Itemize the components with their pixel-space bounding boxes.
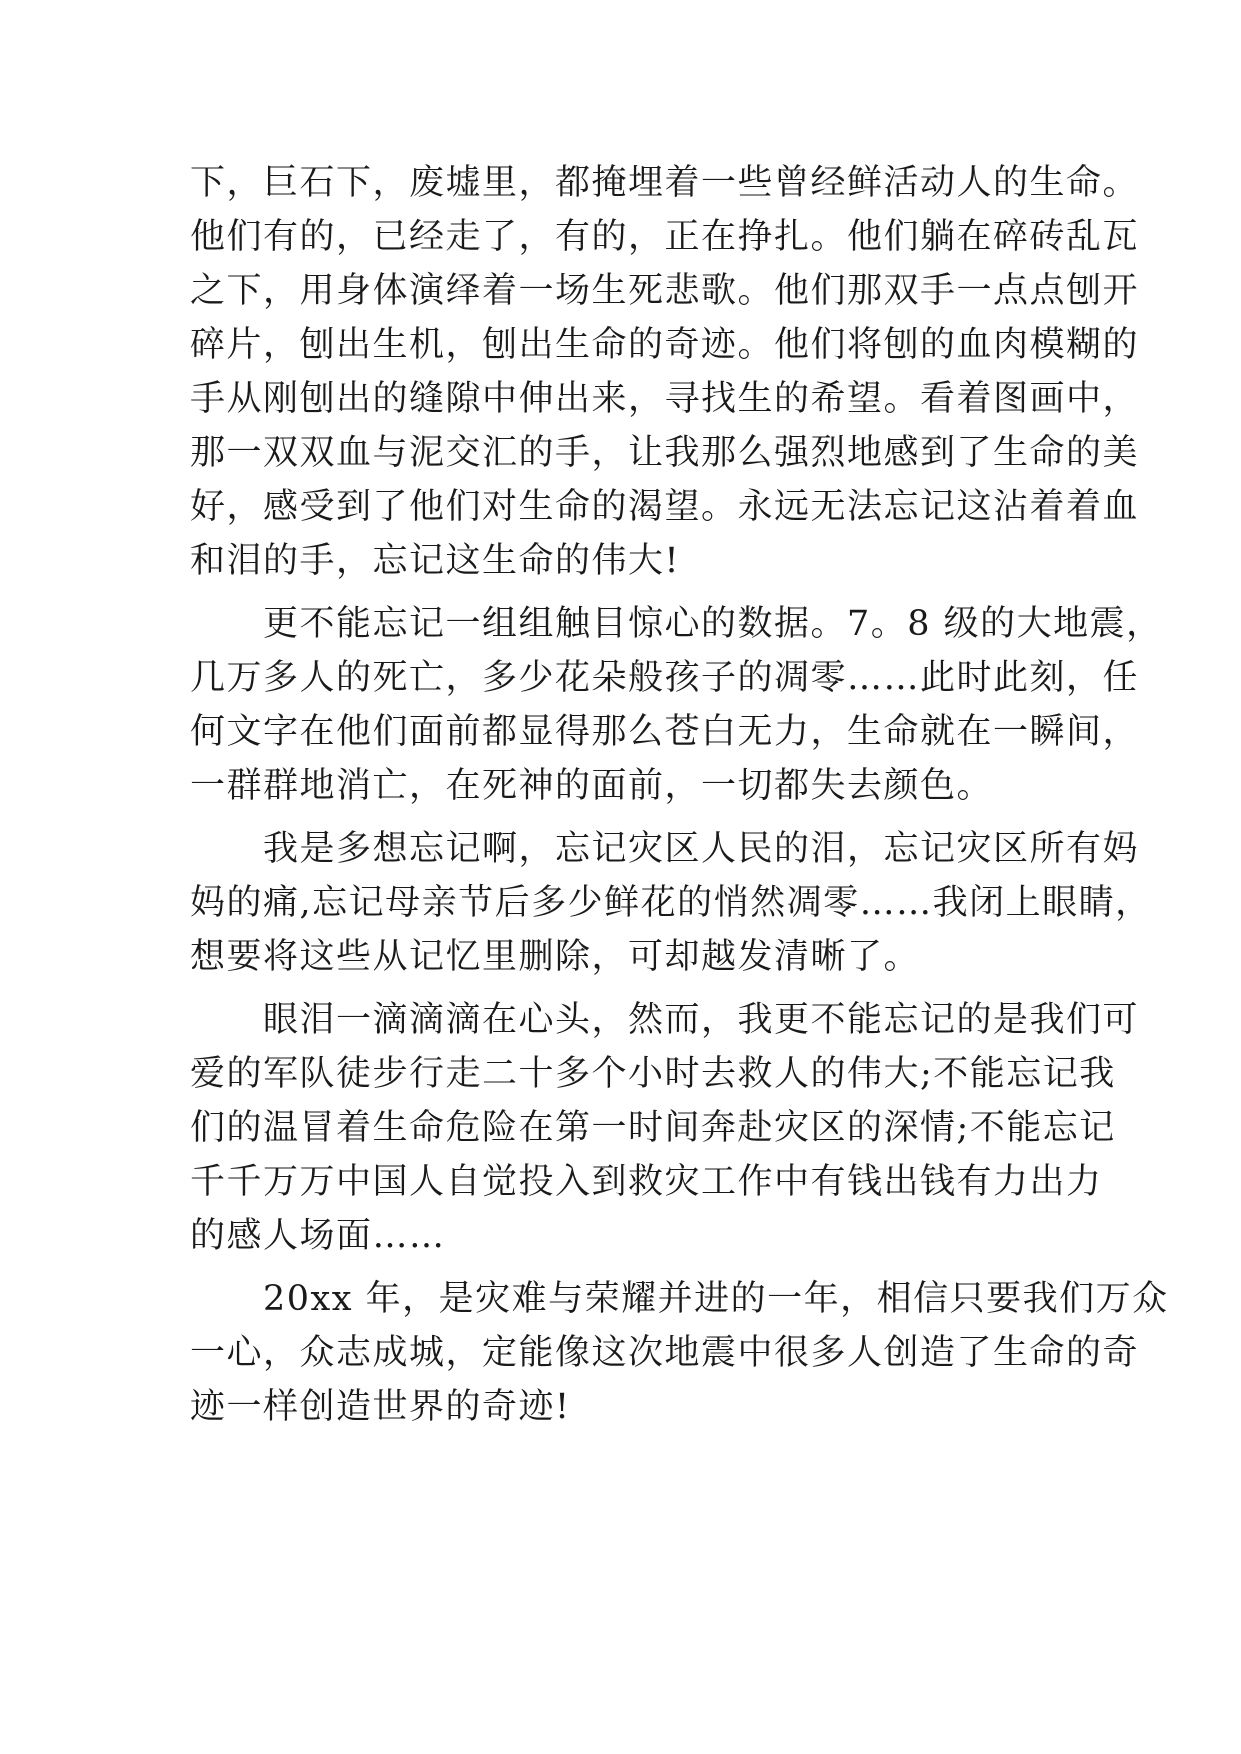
text-line: 想要将这些从记忆里删除，可却越发清晰了。 bbox=[190, 937, 921, 977]
text-line: 几万多人的死亡，多少花朵般孩子的凋零……此时此刻，任 bbox=[190, 658, 1140, 698]
paragraph bbox=[190, 156, 1140, 588]
text-line: 那一双双血与泥交汇的手，让我那么强烈地感到了生命的美 bbox=[190, 433, 1140, 473]
paragraph bbox=[190, 1272, 1169, 1434]
text-line: 碎片，刨出生机，刨出生命的奇迹。他们将刨的血肉模糊的 bbox=[190, 325, 1140, 365]
text-line: 眼泪一滴滴滴在心头，然而，我更不能忘记的是我们可 bbox=[190, 1000, 1140, 1040]
text-line: 20xx 年，是灾难与荣耀并进的一年，相信只要我们万众 bbox=[190, 1279, 1169, 1319]
text-line: 妈的痛,忘记母亲节后多少鲜花的悄然凋零……我闭上眼睛， bbox=[190, 883, 1152, 923]
text-line: 一群群地消亡，在死神的面前，一切都失去颜色。 bbox=[190, 766, 994, 806]
text-line: 爱的军队徒步行走二十多个小时去救人的伟大;不能忘记我 bbox=[190, 1054, 1116, 1094]
body-text bbox=[190, 156, 1169, 1434]
text-line: 们的温冒着生命危险在第一时间奔赴灾区的深情;不能忘记 bbox=[190, 1108, 1116, 1148]
text-line: 一心，众志成城，定能像这次地震中很多人创造了生命的奇 bbox=[190, 1333, 1140, 1373]
text-line: 手从刚刨出的缝隙中伸出来，寻找生的希望。看着图画中， bbox=[190, 379, 1140, 419]
text-line: 好，感受到了他们对生命的渴望。永远无法忘记这沾着着血 bbox=[190, 487, 1140, 527]
text-line: 迹一样创造世界的奇迹! bbox=[190, 1387, 571, 1427]
text-line: 的感人场面…… bbox=[190, 1216, 446, 1256]
paragraph bbox=[190, 597, 1163, 813]
paragraph bbox=[190, 822, 1152, 984]
text-line: 和泪的手，忘记这生命的伟大! bbox=[190, 541, 681, 581]
text-line: 更不能忘记一组组触目惊心的数据。7。8 级的大地震， bbox=[190, 604, 1163, 644]
text-line: 何文字在他们面前都显得那么苍白无力，生命就在一瞬间， bbox=[190, 712, 1140, 752]
text-line: 千千万万中国人自觉投入到救灾工作中有钱出钱有力出力 bbox=[190, 1162, 1103, 1202]
paragraph bbox=[190, 993, 1140, 1263]
text-line: 下，巨石下，废墟里，都掩埋着一些曾经鲜活动人的生命。 bbox=[190, 163, 1140, 203]
text-line: 之下，用身体演绎着一场生死悲歌。他们那双手一点点刨开 bbox=[190, 271, 1140, 311]
text-line: 他们有的，已经走了，有的，正在挣扎。他们躺在碎砖乱瓦 bbox=[190, 217, 1140, 257]
text-line: 我是多想忘记啊，忘记灾区人民的泪，忘记灾区所有妈 bbox=[190, 829, 1140, 869]
